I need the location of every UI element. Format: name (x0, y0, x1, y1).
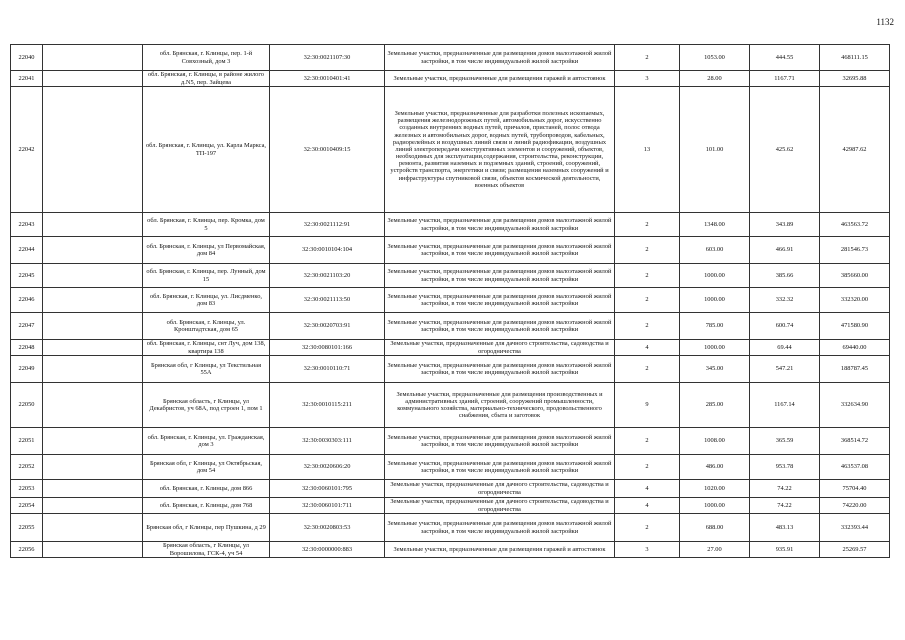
row-number-cell: 22049 (11, 356, 43, 383)
cadastral-number-cell: 32:30:0020703:91 (270, 313, 385, 340)
area-cell: 688.00 (680, 514, 750, 542)
cadastral-value-cell: 74220.00 (820, 498, 890, 514)
area-cell: 27.00 (680, 542, 750, 558)
use-group-cell: 2 (615, 45, 680, 71)
row-number-cell: 22056 (11, 542, 43, 558)
land-use-cell: Земельные участки, предназначенные для дачного строительства, садоводства и огородничества (385, 340, 615, 356)
use-group-cell: 2 (615, 264, 680, 288)
row-number-cell: 22047 (11, 313, 43, 340)
blank-cell (43, 480, 143, 498)
land-use-cell: Земельные участки, предназначенные для размещения домов малоэтажной жилой застройки, в том числе индивидуальной жилой застройки (385, 45, 615, 71)
specific-value-cell: 1167.71 (750, 71, 820, 87)
use-group-cell: 2 (615, 313, 680, 340)
address-cell: обл. Брянская, г. Клинцы, ул. Лисдменко, дом 83 (143, 288, 270, 313)
land-use-cell: Земельные участки, предназначенные для размещения домов малоэтажной жилой застройки, в том числе индивидуальной жилой застройки (385, 264, 615, 288)
address-cell: обл. Брянская, г. Клинцы, ул. Гражданская, дом 3 (143, 428, 270, 455)
cadastral-value-cell: 368514.72 (820, 428, 890, 455)
land-use-cell: Земельные участки, предназначенные для размещения домов малоэтажной жилой застройки, в том числе индивидуальной жилой застройки (385, 356, 615, 383)
table-row (11, 542, 890, 558)
row-number-cell: 22050 (11, 383, 43, 428)
table-row (11, 514, 890, 542)
specific-value-cell: 953.78 (750, 455, 820, 480)
address-cell: обл. Брянская, г. Клинцы, пер. Кромка, дом 5 (143, 213, 270, 237)
area-cell: 1008.00 (680, 428, 750, 455)
address-cell: Брянская область, г Клинцы, ул Декабристов, уч 68А, под строен 1, пом 1 (143, 383, 270, 428)
cadastral-value-cell: 75704.40 (820, 480, 890, 498)
cadastral-number-cell: 32:30:0021113:50 (270, 288, 385, 313)
page-number: 1132 (876, 17, 894, 27)
use-group-cell: 2 (615, 428, 680, 455)
use-group-cell: 2 (615, 356, 680, 383)
area-cell: 486.00 (680, 455, 750, 480)
blank-cell (43, 356, 143, 383)
specific-value-cell: 600.74 (750, 313, 820, 340)
specific-value-cell: 365.59 (750, 428, 820, 455)
row-number-cell: 22045 (11, 264, 43, 288)
blank-cell (43, 498, 143, 514)
use-group-cell: 2 (615, 237, 680, 264)
land-use-cell: Земельные участки, предназначенные для размещения домов малоэтажной жилой застройки, в том числе индивидуальной жилой застройки (385, 237, 615, 264)
cadastral-number-cell: 32:30:0021107:30 (270, 45, 385, 71)
use-group-cell: 13 (615, 87, 680, 213)
blank-cell (43, 340, 143, 356)
table-row (11, 313, 890, 340)
table-row (11, 455, 890, 480)
cadastral-number-cell: 32:30:0060101:711 (270, 498, 385, 514)
address-cell: обл. Брянская, г. Клинцы, снт Луч, дом 138, квартира 138 (143, 340, 270, 356)
specific-value-cell: 547.21 (750, 356, 820, 383)
land-use-cell: Земельные участки, предназначенные для размещения домов малоэтажной жилой застройки, в том числе индивидуальной жилой застройки (385, 313, 615, 340)
table-row (11, 428, 890, 455)
land-use-cell: Земельные участки, предназначенные для размещения домов малоэтажной жилой застройки, в том числе индивидуальной жилой застройки (385, 428, 615, 455)
address-cell: Брянская обл, г Клинцы, пер Пушкина, д 29 (143, 514, 270, 542)
row-number-cell: 22052 (11, 455, 43, 480)
blank-cell (43, 264, 143, 288)
specific-value-cell: 444.55 (750, 45, 820, 71)
blank-cell (43, 288, 143, 313)
address-cell: обл. Брянская, г. Клинцы, в районе жилого д.N5, пер. Зайцева (143, 71, 270, 87)
row-number-cell: 22048 (11, 340, 43, 356)
cadastral-value-cell: 332393.44 (820, 514, 890, 542)
specific-value-cell: 332.32 (750, 288, 820, 313)
register-body (11, 45, 890, 558)
table-row (11, 237, 890, 264)
cadastral-number-cell: 32:30:0020606:20 (270, 455, 385, 480)
row-number-cell: 22046 (11, 288, 43, 313)
use-group-cell: 3 (615, 71, 680, 87)
blank-cell (43, 455, 143, 480)
table-row (11, 87, 890, 213)
cadastral-value-cell: 468111.15 (820, 45, 890, 71)
land-use-cell: Земельные участки, предназначенные для разработки полезных ископаемых, размещения железнодорожных путей, автомобильных дорог, искусственно созданных внутренних водных путей, причалов, пристаней, полос отвода железных и автомобильных дорог, водных путей, трубопроводов, кабельных, радиорелейных и воздушных линий связи и линий радиофикации, воздушных линий электропередачи конструктивных элементов и сооружений, объектов, необходимых для эксплуатации,содержания, строительства, реконструкции, ремонта, развития наземных и подземных зданий, строений, сооружений, устройств транспорта, энергетики и связи; размещения наземных сооружений и инфраструктуры спутниковой связи, объектов космической деятельности, военных объектов (385, 87, 615, 213)
cadastral-value-cell: 471580.90 (820, 313, 890, 340)
cadastral-number-cell: 32:30:0021103:20 (270, 264, 385, 288)
blank-cell (43, 313, 143, 340)
area-cell: 1000.00 (680, 264, 750, 288)
cadastral-value-cell: 281546.73 (820, 237, 890, 264)
cadastral-number-cell: 32:30:0000000:883 (270, 542, 385, 558)
area-cell: 1000.00 (680, 288, 750, 313)
use-group-cell: 4 (615, 480, 680, 498)
cadastral-number-cell: 32:30:0060101:795 (270, 480, 385, 498)
land-use-cell: Земельные участки, предназначенные для размещения производственных и административных зданий, строений, сооружений промышленности, коммунального хозяйства, материально-технического, продовольственного снабжения, сбыта и заготовок (385, 383, 615, 428)
table-row (11, 356, 890, 383)
area-cell: 785.00 (680, 313, 750, 340)
row-number-cell: 22051 (11, 428, 43, 455)
land-use-cell: Земельные участки, предназначенные для дачного строительства, садоводства и огородничества (385, 480, 615, 498)
land-use-cell: Земельные участки, предназначенные для размещения гаражей и автостоянок (385, 542, 615, 558)
specific-value-cell: 74.22 (750, 498, 820, 514)
specific-value-cell: 343.89 (750, 213, 820, 237)
address-cell: Брянская область, г Клинцы, ул Ворошилова, ГСК-4, уч 54 (143, 542, 270, 558)
cadastral-number-cell: 32:30:0010401:41 (270, 71, 385, 87)
row-number-cell: 22054 (11, 498, 43, 514)
table-row (11, 288, 890, 313)
specific-value-cell: 935.91 (750, 542, 820, 558)
address-cell: обл. Брянская, г. Клинцы, ул Первомайская, дом 84 (143, 237, 270, 264)
row-number-cell: 22041 (11, 71, 43, 87)
cadastral-number-cell: 32:30:0010104:104 (270, 237, 385, 264)
use-group-cell: 3 (615, 542, 680, 558)
area-cell: 1000.00 (680, 340, 750, 356)
address-cell: обл. Брянская, г. Клинцы, пер. Лунный, дом 15 (143, 264, 270, 288)
specific-value-cell: 466.91 (750, 237, 820, 264)
table-row (11, 340, 890, 356)
use-group-cell: 4 (615, 498, 680, 514)
area-cell: 1000.00 (680, 498, 750, 514)
table-row (11, 498, 890, 514)
use-group-cell: 2 (615, 455, 680, 480)
cadastral-number-cell: 32:30:0010110:71 (270, 356, 385, 383)
row-number-cell: 22055 (11, 514, 43, 542)
address-cell: обл. Брянская, г. Клинцы, ул. Карла Маркса, ТП-197 (143, 87, 270, 213)
area-cell: 603.00 (680, 237, 750, 264)
area-cell: 1348.00 (680, 213, 750, 237)
land-use-cell: Земельные участки, предназначенные для размещения домов малоэтажной жилой застройки, в том числе индивидуальной жилой застройки (385, 455, 615, 480)
cadastral-number-cell: 32:30:0080101:166 (270, 340, 385, 356)
cadastral-value-cell: 32695.88 (820, 71, 890, 87)
cadastral-value-cell: 332634.90 (820, 383, 890, 428)
row-number-cell: 22042 (11, 87, 43, 213)
address-cell: обл. Брянская, г. Клинцы, дом 866 (143, 480, 270, 498)
cadastral-value-cell: 385660.00 (820, 264, 890, 288)
address-cell: Брянская обл, г Клинцы, ул Октябрьская, дом 54 (143, 455, 270, 480)
area-cell: 285.00 (680, 383, 750, 428)
land-use-cell: Земельные участки, предназначенные для размещения гаражей и автостоянок (385, 71, 615, 87)
area-cell: 101.00 (680, 87, 750, 213)
specific-value-cell: 385.66 (750, 264, 820, 288)
cadastral-value-cell: 463563.72 (820, 213, 890, 237)
blank-cell (43, 428, 143, 455)
land-use-cell: Земельные участки, предназначенные для размещения домов малоэтажной жилой застройки, в том числе индивидуальной жилой застройки (385, 213, 615, 237)
table-row (11, 383, 890, 428)
address-cell: обл. Брянская, г. Клинцы, дом 768 (143, 498, 270, 514)
cadastral-number-cell: 32:30:0030303:111 (270, 428, 385, 455)
use-group-cell: 9 (615, 383, 680, 428)
table-row (11, 264, 890, 288)
row-number-cell: 22044 (11, 237, 43, 264)
cadastral-number-cell: 32:30:0010409:15 (270, 87, 385, 213)
use-group-cell: 2 (615, 213, 680, 237)
cadastral-value-cell: 42987.62 (820, 87, 890, 213)
blank-cell (43, 383, 143, 428)
land-use-cell: Земельные участки, предназначенные для размещения домов малоэтажной жилой застройки, в том числе индивидуальной жилой застройки (385, 514, 615, 542)
blank-cell (43, 542, 143, 558)
specific-value-cell: 1167.14 (750, 383, 820, 428)
specific-value-cell: 69.44 (750, 340, 820, 356)
table-row (11, 213, 890, 237)
address-cell: обл. Брянская, г. Клинцы, ул. Кронштадтская, дом 65 (143, 313, 270, 340)
use-group-cell: 2 (615, 514, 680, 542)
blank-cell (43, 87, 143, 213)
parcel-register-table (10, 44, 890, 558)
cadastral-number-cell: 32:30:0010115:211 (270, 383, 385, 428)
cadastral-value-cell: 463537.08 (820, 455, 890, 480)
address-cell: обл. Брянская, г. Клинцы, пер. 1-й Совхозный, дом 3 (143, 45, 270, 71)
use-group-cell: 4 (615, 340, 680, 356)
cadastral-number-cell: 32:30:0021112:91 (270, 213, 385, 237)
blank-cell (43, 45, 143, 71)
cadastral-value-cell: 332320.00 (820, 288, 890, 313)
cadastral-value-cell: 69440.00 (820, 340, 890, 356)
table-row (11, 45, 890, 71)
blank-cell (43, 514, 143, 542)
blank-cell (43, 71, 143, 87)
specific-value-cell: 74.22 (750, 480, 820, 498)
address-cell: Брянская обл, г Клинцы, ул Текстильная 55А (143, 356, 270, 383)
table-row (11, 480, 890, 498)
cadastral-value-cell: 25269.57 (820, 542, 890, 558)
area-cell: 1053.00 (680, 45, 750, 71)
area-cell: 345.00 (680, 356, 750, 383)
table-row (11, 71, 890, 87)
row-number-cell: 22053 (11, 480, 43, 498)
area-cell: 1020.00 (680, 480, 750, 498)
area-cell: 28.00 (680, 71, 750, 87)
land-use-cell: Земельные участки, предназначенные для размещения домов малоэтажной жилой застройки, в том числе индивидуальной жилой застройки (385, 288, 615, 313)
row-number-cell: 22043 (11, 213, 43, 237)
land-use-cell: Земельные участки, предназначенные для дачного строительства, садоводства и огородничества (385, 498, 615, 514)
specific-value-cell: 425.62 (750, 87, 820, 213)
use-group-cell: 2 (615, 288, 680, 313)
specific-value-cell: 483.13 (750, 514, 820, 542)
cadastral-number-cell: 32:30:0020803:53 (270, 514, 385, 542)
cadastral-value-cell: 188787.45 (820, 356, 890, 383)
row-number-cell: 22040 (11, 45, 43, 71)
blank-cell (43, 213, 143, 237)
blank-cell (43, 237, 143, 264)
